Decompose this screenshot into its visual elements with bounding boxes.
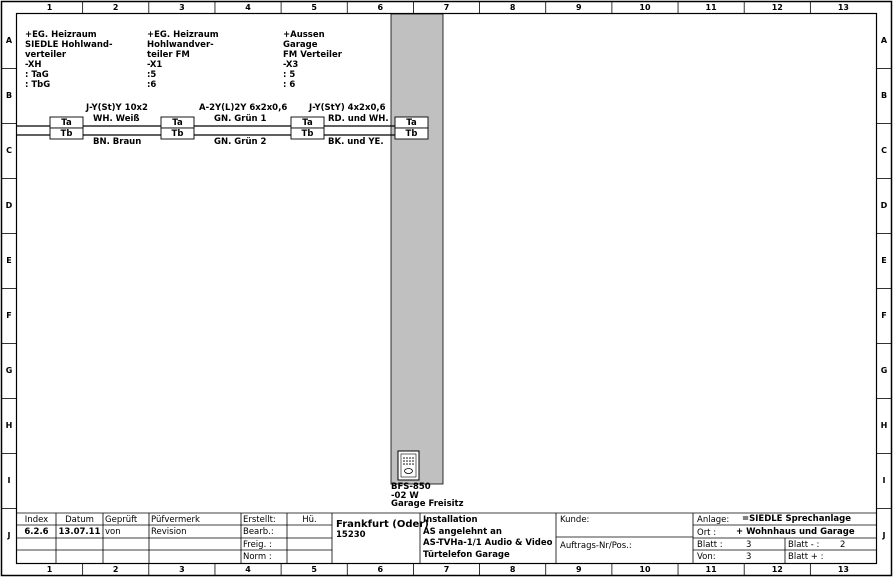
cable-bottom-color-3: BK. und YE. <box>328 137 384 147</box>
row-label-left: B <box>5 91 13 100</box>
terminal-tb-label: Tb <box>301 129 314 139</box>
description-line: AS angelehnt an <box>423 526 502 537</box>
ort-value: + Wohnhaus und Garage <box>736 527 855 537</box>
pruefvermerk-label: Püfvermerk <box>151 515 200 525</box>
column-label-top: 5 <box>311 2 317 12</box>
location-xh <box>25 30 113 90</box>
row-label-right: J <box>882 531 886 540</box>
inner-frame <box>17 14 877 564</box>
row-label-left: C <box>6 146 12 155</box>
column-label-bottom: 3 <box>179 565 185 574</box>
description-line: Türtelefon Garage <box>423 549 510 560</box>
location-line: SIEDLE Hohlwand- <box>25 40 113 50</box>
datum-label: Datum <box>65 515 94 525</box>
kunde-label: Kunde: <box>560 515 590 525</box>
location-line: +EG. Heizraum <box>25 30 97 40</box>
von-label: Von: <box>697 552 716 562</box>
location-line: -X3 <box>283 60 299 70</box>
column-label-top: 6 <box>377 2 384 12</box>
geprueft-value: von <box>105 527 121 537</box>
location-line: : 5 <box>283 70 296 80</box>
row-label-right: C <box>881 146 887 155</box>
location-line: FM Verteiler <box>283 50 342 60</box>
column-label-top: 13 <box>837 2 849 12</box>
location-line: +Aussen <box>283 30 325 40</box>
location-x1 <box>147 30 219 90</box>
row-label-left: F <box>6 311 12 320</box>
column-label-top: 10 <box>639 2 651 12</box>
anlage-label: Anlage: <box>697 515 730 525</box>
column-label-top: 11 <box>705 2 717 12</box>
row-label-right: E <box>881 256 887 265</box>
column-label-bottom: 12 <box>771 565 783 574</box>
column-label-top: 2 <box>112 2 119 12</box>
column-label-bottom: 11 <box>705 565 717 574</box>
row-label-right: B <box>880 91 888 100</box>
location-line: :6 <box>147 80 157 90</box>
location-line: verteiler <box>25 50 67 60</box>
terminal-ta-label: Ta <box>302 118 313 128</box>
column-label-top: 1 <box>46 2 53 12</box>
cable-type-2: A-2Y(L)2Y 6x2x0,6 <box>199 103 288 113</box>
datum-value: 13.07.11 <box>58 527 101 537</box>
pruefvermerk-value: Revision <box>151 527 187 537</box>
row-label-right: A <box>880 36 888 45</box>
garage-zone <box>391 14 443 484</box>
location-line: teiler FM <box>147 50 190 60</box>
device-label <box>391 483 464 509</box>
erstellt-value: Hü. <box>302 515 317 525</box>
column-label-bottom: 4 <box>245 565 251 574</box>
address-zip: 15230 <box>336 530 366 540</box>
column-label-bottom: 1 <box>46 565 53 574</box>
bearb-label: Bearb.: <box>243 527 274 537</box>
description-block <box>423 515 552 561</box>
anlage-value: =SIEDLE Sprechanlage <box>742 514 851 524</box>
blatt-value: 3 <box>746 540 752 550</box>
row-label-left: A <box>5 36 13 45</box>
location-line: +EG. Heizraum <box>147 30 219 40</box>
cable-top-color-1: WH. Weiß <box>93 114 140 124</box>
location-line: Hohlwandver- <box>147 40 214 50</box>
column-label-top: 8 <box>509 2 516 12</box>
row-label-right: I <box>882 476 886 485</box>
device-line: BFS-850 <box>391 482 431 492</box>
location-line: : 6 <box>283 80 296 90</box>
row-label-left: D <box>5 201 13 210</box>
column-label-top: 3 <box>179 2 185 12</box>
row-label-left: E <box>6 256 12 265</box>
von-value: 3 <box>746 552 752 562</box>
column-label-bottom: 9 <box>576 565 582 574</box>
blatt-minus-label: Blatt - : <box>788 540 820 550</box>
column-label-bottom: 8 <box>509 565 516 574</box>
column-label-top: 7 <box>443 2 450 12</box>
row-label-right: G <box>880 366 888 375</box>
device-line: Garage Freisitz <box>391 499 464 509</box>
device-line: -02 W <box>391 490 419 501</box>
blatt-plus-label: Blatt + : <box>788 552 824 562</box>
column-label-bottom: 10 <box>639 565 651 574</box>
description-line: Installation <box>423 515 478 525</box>
cable-type-3: J-Y(StY) 4x2x0,6 <box>309 103 386 113</box>
terminal-tb-label: Tb <box>171 129 184 139</box>
column-label-bottom: 7 <box>443 565 450 574</box>
row-label-right: F <box>881 311 887 320</box>
terminal-ta-label: Ta <box>406 118 417 128</box>
terminal-tb-label: Tb <box>60 129 73 139</box>
row-label-left: J <box>7 531 11 540</box>
blatt-minus-value: 2 <box>840 540 846 550</box>
column-label-top: 12 <box>771 2 783 12</box>
column-label-bottom: 13 <box>837 565 849 574</box>
freig-label: Freig. : <box>243 540 272 550</box>
ort-label: Ort : <box>697 528 717 538</box>
terminal-ta-label: Ta <box>61 118 72 128</box>
column-label-top: 4 <box>245 2 251 12</box>
cable-top-color-3: RD. und WH. <box>328 114 389 124</box>
cable-type-1: J-Y(St)Y 10x2 <box>86 103 148 113</box>
cable-bottom-color-2: GN. Grün 2 <box>214 137 267 147</box>
description-line: AS-TVHa-1/1 Audio & Video <box>423 538 553 548</box>
index-value: 6.2.6 <box>24 527 49 537</box>
norm-label: Norm : <box>243 552 272 562</box>
location-line: -X1 <box>147 60 163 70</box>
terminal-tb-label: Tb <box>405 129 418 139</box>
cable-top-color-2: GN. Grün 1 <box>214 114 267 124</box>
intercom-device-icon <box>398 451 419 480</box>
location-x3 <box>283 30 342 90</box>
location-line: :5 <box>147 70 157 80</box>
column-label-bottom: 6 <box>377 565 384 574</box>
row-label-left: H <box>5 421 13 430</box>
row-label-right: H <box>880 421 888 430</box>
blatt-label: Blatt : <box>697 540 723 550</box>
column-label-top: 9 <box>576 2 582 12</box>
row-label-left: G <box>5 366 13 375</box>
location-line: : TaG <box>25 70 49 80</box>
location-line: Garage <box>283 40 318 50</box>
location-line: -XH <box>25 60 42 70</box>
geprueft-label: Geprüft <box>105 515 138 525</box>
address-city: Frankfurt (Oder) <box>336 519 429 530</box>
terminal-ta-label: Ta <box>172 118 183 128</box>
cable-bottom-color-1: BN. Braun <box>93 137 142 147</box>
column-label-bottom: 2 <box>112 565 119 574</box>
auftrag-label: Auftrags-Nr/Pos.: <box>560 541 632 551</box>
index-label: Index <box>24 515 49 525</box>
location-line: : TbG <box>25 80 51 90</box>
column-label-bottom: 5 <box>311 565 317 574</box>
row-label-left: I <box>7 476 11 485</box>
erstellt-label: Erstellt: <box>243 515 276 525</box>
row-label-right: D <box>880 201 888 210</box>
